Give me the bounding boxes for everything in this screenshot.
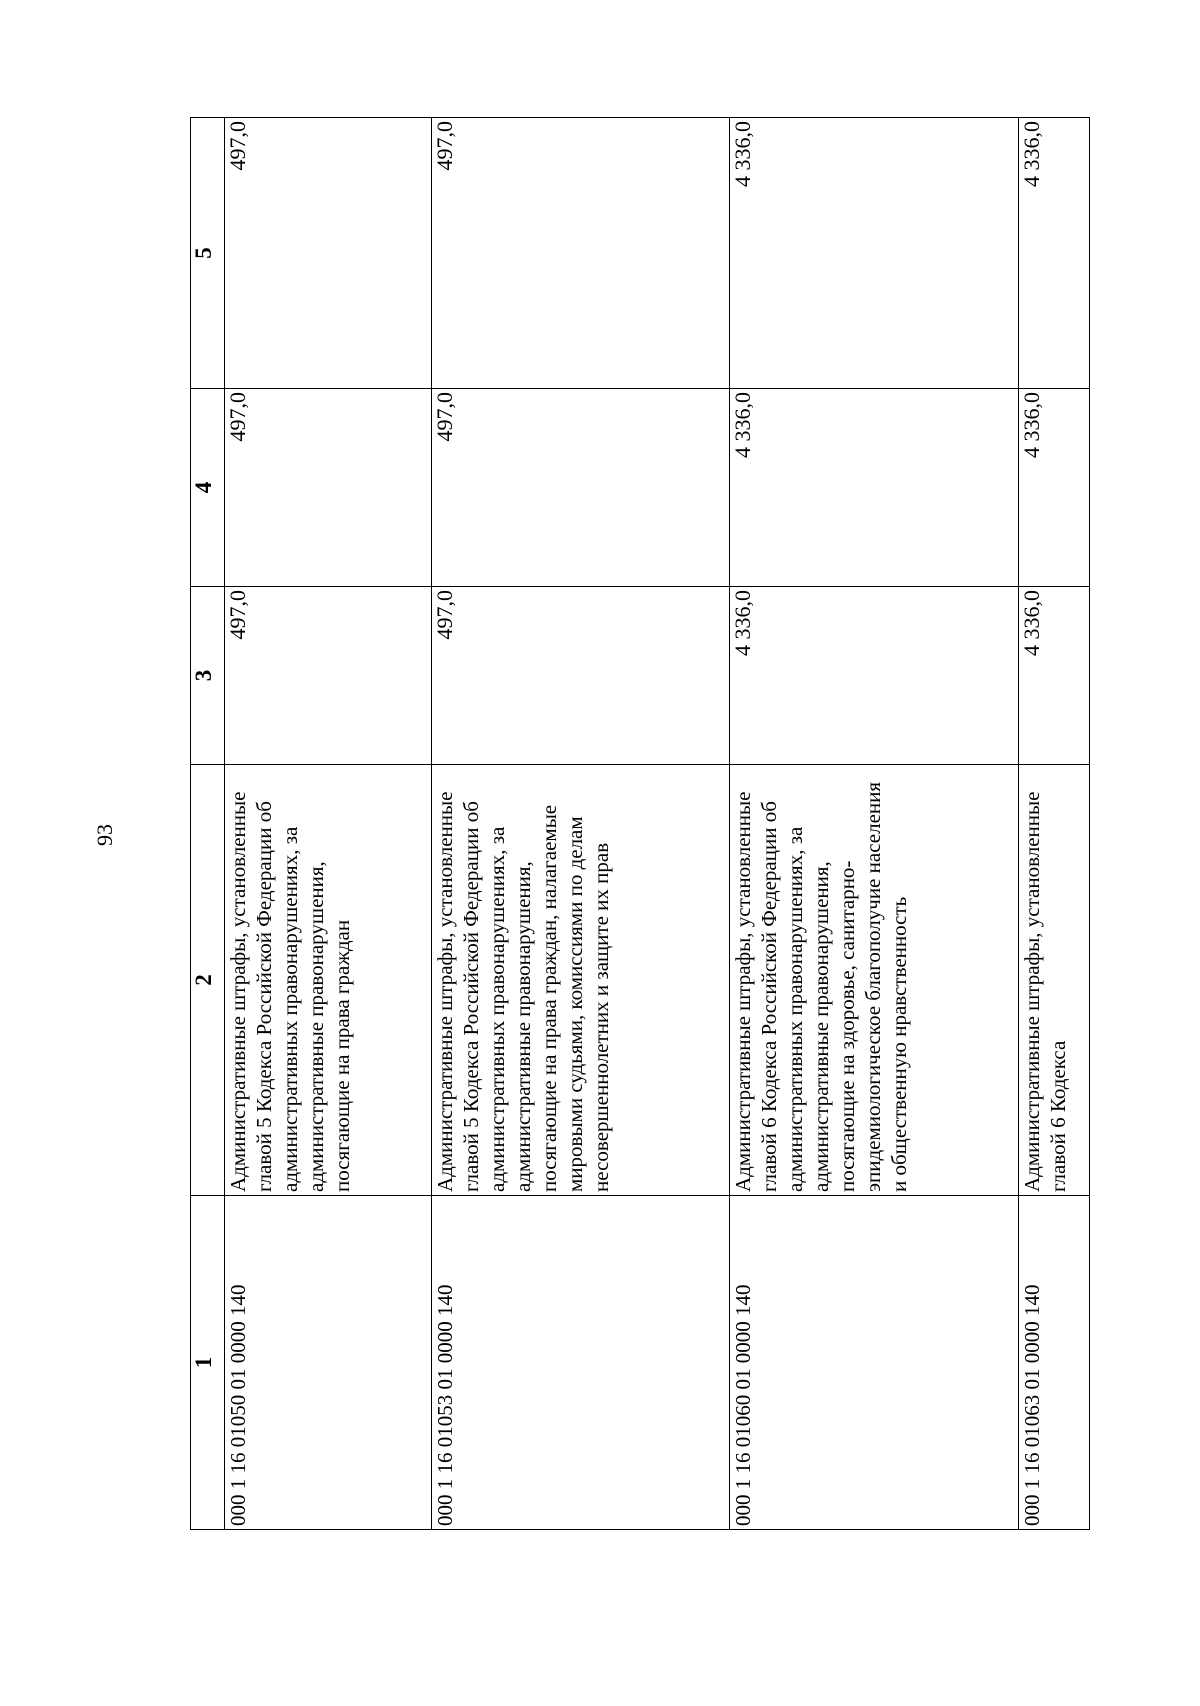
row-value-col3: 497,0 (225, 587, 432, 765)
table-row (1018, 118, 1089, 1530)
row-value-col3: 4 336,0 (729, 587, 1018, 765)
row-value-col3: 4 336,0 (1018, 587, 1089, 765)
row-value-col5: 497,0 (432, 118, 729, 389)
row-value-col5: 4 336,0 (729, 118, 1018, 389)
row-description: Административные штрафы, установленные главой 5 Кодекса Российской Федерации об административных правонарушениях, за административные правонарушения, посягающие на права граждан, налагаемые мировыми судьями, комиссиями по делам несовершеннолетних и защите их прав (432, 765, 729, 1196)
table-row (225, 118, 432, 1530)
header-col-4: 4 (191, 389, 225, 587)
header-col-3: 3 (191, 587, 225, 765)
header-col-2: 2 (191, 765, 225, 1196)
table-row (432, 118, 729, 1530)
row-code: 000 1 16 01050 01 0000 140 (225, 1196, 432, 1530)
row-description: Административные штрафы, установленные главой 6 Кодекса Российской Федерации об административных правонарушениях, за административные правонарушения, посягающие на здоровье, санитарно-эпидемиологическое благополучие населения и общественную нравственность (729, 765, 1018, 1196)
header-col-5: 5 (191, 118, 225, 389)
table-header-row (191, 118, 225, 1530)
row-value-col5: 4 336,0 (1018, 118, 1089, 389)
row-code: 000 1 16 01053 01 0000 140 (432, 1196, 729, 1530)
rotated-table-container (190, 118, 1090, 1530)
row-code: 000 1 16 01063 01 0000 140 (1018, 1196, 1089, 1530)
header-col-1: 1 (191, 1196, 225, 1530)
row-value-col4: 4 336,0 (729, 389, 1018, 587)
table-row (729, 118, 1018, 1530)
budget-table (190, 117, 1090, 1530)
row-code: 000 1 16 01060 01 0000 140 (729, 1196, 1018, 1530)
row-description: Административные штрафы, установленные главой 6 Кодекса (1018, 765, 1089, 1196)
row-description: Административные штрафы, установленные главой 5 Кодекса Российской Федерации об административных правонарушениях, за административные правонарушения, посягающие на права граждан (225, 765, 432, 1196)
row-value-col3: 497,0 (432, 587, 729, 765)
row-value-col5: 497,0 (225, 118, 432, 389)
row-value-col4: 497,0 (432, 389, 729, 587)
page-number: 93 (92, 824, 117, 846)
row-value-col4: 497,0 (225, 389, 432, 587)
row-value-col4: 4 336,0 (1018, 389, 1089, 587)
